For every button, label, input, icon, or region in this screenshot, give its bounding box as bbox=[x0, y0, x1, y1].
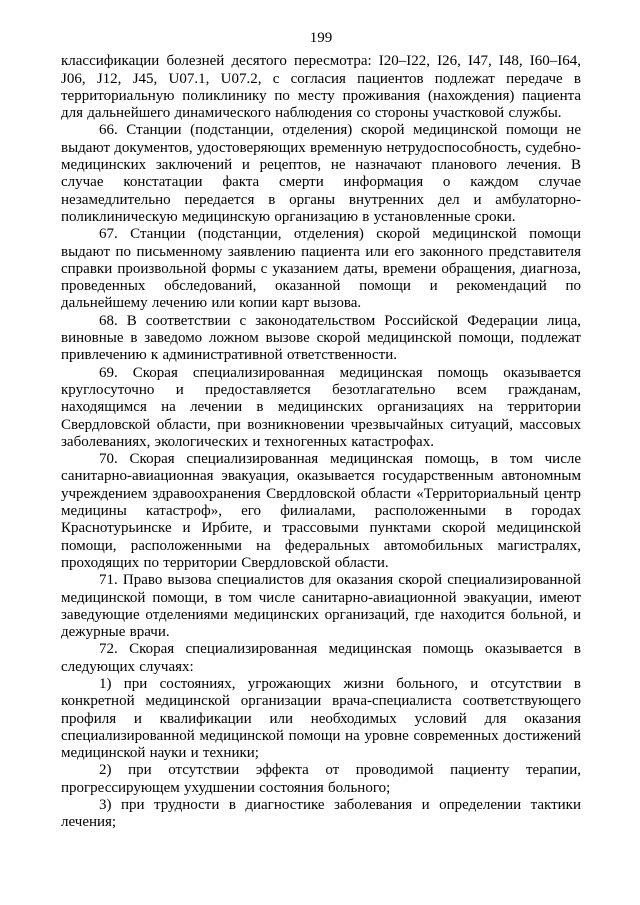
paragraph-subitem-1: 1) при состояниях, угрожающих жизни больного, и отсутствии в конкретной медицинской организации врача-специалиста соответствующего профиля и квалификации или необходимых условий для оказания специализированной медицинской помощи на уровне современных достижений медицинской науки и техники; bbox=[61, 675, 581, 762]
document-body bbox=[61, 53, 581, 831]
paragraph-item-67: 67. Станции (подстанции, отделения) скорой медицинской помощи выдают по письменному заявлению пациента или его законного представителя справки произвольной формы с указанием даты, времени обращения, диагноза, проведенных обследований, оказанной помощи и рекомендаций по дальнейшему лечению или копии карт вызова. bbox=[61, 226, 581, 312]
paragraph-intro-continuation: классификации болезней десятого пересмотра: I20–I22, I26, I47, I48, I60–I64, J06, J12, J45, U07.1, U07.2, с согласия пациентов подлежат передаче в территориальную поликлинику по месту проживания (нахождения) пациента для дальнейшего динамического наблюдения со стороны участковой службы. bbox=[61, 53, 581, 122]
paragraph-subitem-3: 3) при трудности в диагностике заболевания и определении тактики лечения; bbox=[61, 797, 581, 831]
paragraph-item-70: 70. Скорая специализированная медицинская помощь, в том числе санитарно-авиационная эвакуация, оказывается государственным автономным учреждением здравоохранения Свердловской области «Территориальный центр медицины катастроф», его филиалами, расположенными в городах Краснотурьинске и Ирбите, и трассовыми пунктами скорой медицинской помощи, расположенными на федеральных автомобильных магистралях, проходящих по территории Свердловской области. bbox=[61, 451, 581, 571]
paragraph-item-69: 69. Скорая специализированная медицинская помощь оказывается круглосуточно и предоставляется безотлагательно всем гражданам, находящимся на лечении в медицинских организациях на территории Свердловской области, при возникновении чрезвычайных ситуаций, массовых заболеваниях, экологических и техногенных катастрофах. bbox=[61, 364, 581, 450]
paragraph-item-68: 68. В соответствии с законодательством Российской Федерации лица, виновные в заведомо ложном вызове скорой медицинской помощи, подлежат привлечению к административной ответственности. bbox=[61, 312, 581, 364]
paragraph-item-66: 66. Станции (подстанции, отделения) скорой медицинской помощи не выдают документов, удостоверяющих временную нетрудоспособность, судебно-медицинских заключений и рецептов, не назначают планового лечения. В случае констатации факта смерти информация о каждом случае незамедлительно передается в органы внутренних дел и амбулаторно-поликлиническую медицинскую организацию в установленные сроки. bbox=[61, 122, 581, 225]
paragraph-subitem-2: 2) при отсутствии эффекта от проводимой пациенту терапии, прогрессирующем ухудшении состояния больного; bbox=[61, 762, 581, 796]
paragraph-item-71: 71. Право вызова специалистов для оказания скорой специализированной медицинской помощи, в том числе санитарно-авиационной эвакуации, имеют заведующие отделениями медицинских организаций, где находится больной, и дежурные врачи. bbox=[61, 572, 581, 641]
page-number: 199 bbox=[309, 30, 333, 46]
paragraph-item-72: 72. Скорая специализированная медицинская помощь оказывается в следующих случаях: bbox=[61, 641, 581, 675]
